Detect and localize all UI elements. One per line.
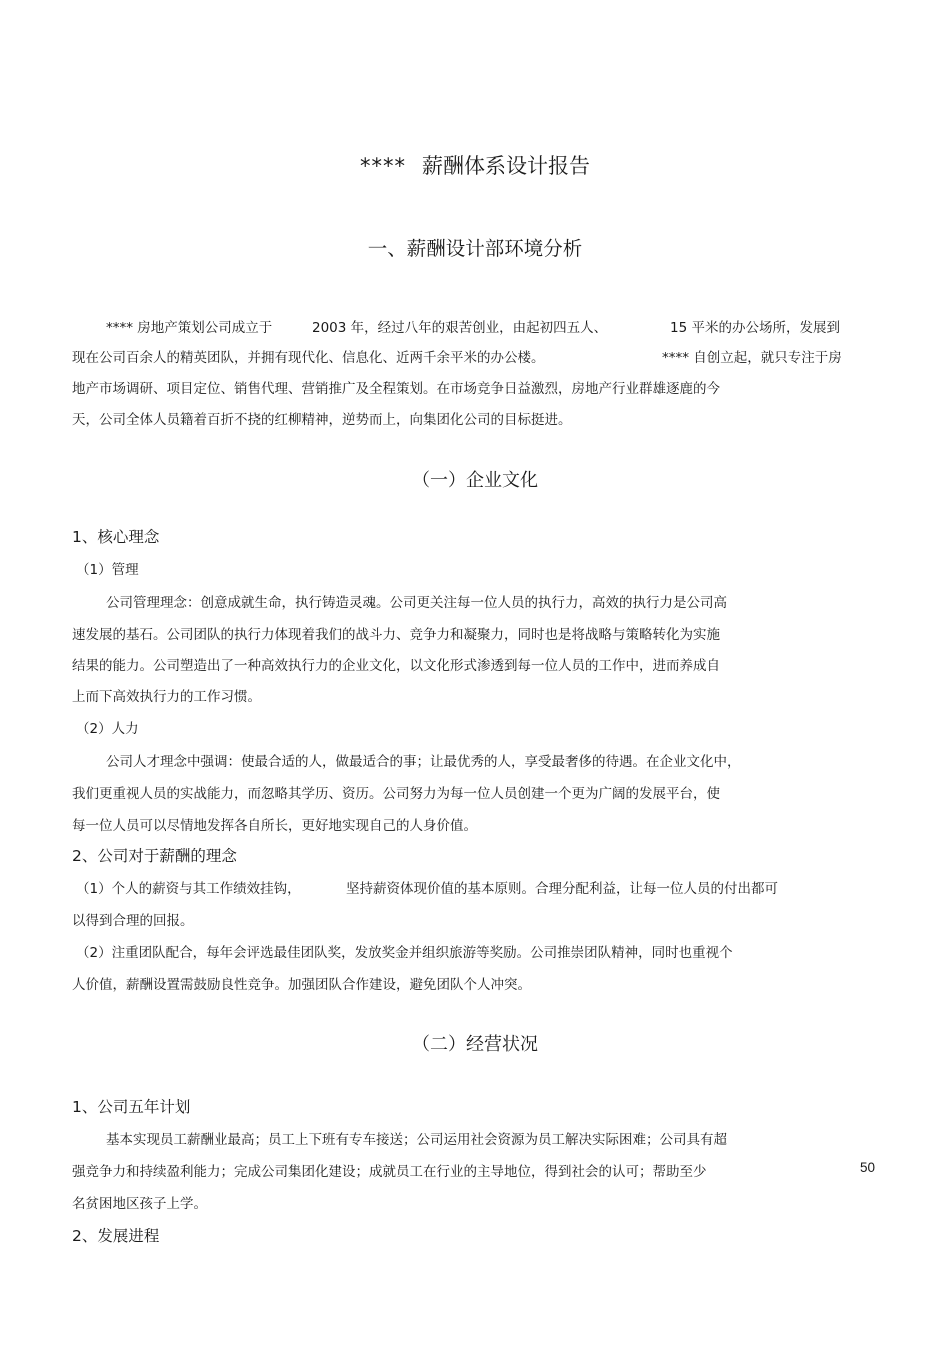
pay-line-3: （2）注重团队配合，每年会评选最佳团队奖，发放奖金并组织旅游等奖励。公司推崇团队精神，同时也重视个 — [76, 945, 733, 961]
document-title — [0, 150, 950, 180]
hr-line-1: 公司人才理念中强调：使最合适的人，做最适合的事；让最优秀的人，享受最奢侈的待遇。在企业文化中， — [106, 754, 741, 770]
plan-line-2-number: 50 — [860, 1160, 876, 1175]
heading-five-year-plan: 1、公司五年计划 — [72, 1098, 191, 1116]
intro-line-1a: **** 房地产策划公司成立于 — [106, 320, 273, 336]
intro-line-2b: **** 自创立起，就只专注于房 — [662, 350, 842, 366]
plan-line-3: 名贫困地区孩子上学。 — [72, 1196, 207, 1212]
mgmt-line-1: 公司管理理念：创意成就生命，执行铸造灵魂。公司更关注每一位人员的执行力，高效的执行力是公司高 — [106, 595, 727, 611]
intro-line-2a: 现在公司百余人的精英团队，并拥有现代化、信息化、近两千余平米的办公楼。 — [72, 350, 545, 366]
hr-line-3: 每一位人员可以尽情地发挥各自所长，更好地实现自己的人身价值。 — [72, 818, 477, 834]
title-stars: **** — [360, 154, 406, 178]
section-heading-1: 一、薪酬设计部环境分析 — [367, 237, 583, 260]
plan-line-1: 基本实现员工薪酬业最高；员工上下班有专车接送；公司运用社会资源为员工解决实际困难；公司具有超 — [106, 1132, 727, 1148]
hr-line-2: 我们更重视人员的实战能力，而忽略其学历、资历。公司努力为每一位人员创建一个更为广阔的发展平台，使 — [72, 786, 720, 802]
plan-line-2: 强竞争力和持续盈利能力；完成公司集团化建设；成就员工在行业的主导地位，得到社会的认可；帮助至少 — [72, 1164, 707, 1180]
pay-line-4: 人价值，薪酬设置需鼓励良性竞争。加强团队合作建设，避免团队个人冲突。 — [72, 977, 531, 993]
pay-line-1a: （1）个人的薪资与其工作绩效挂钩， — [76, 881, 301, 897]
intro-line-4: 天，公司全体人员籍着百折不挠的红柳精神，逆势而上，向集团化公司的目标挺进。 — [72, 412, 572, 428]
intro-line-3: 地产市场调研、项目定位、销售代理、营销推广及全程策划。在市场竞争日益激烈，房地产行业群雄逐鹿的今 — [72, 381, 720, 397]
mgmt-line-4: 上而下高效执行力的工作习惯。 — [72, 689, 261, 705]
heading-human-resources: （2）人力 — [76, 721, 139, 737]
heading-development: 2、发展进程 — [72, 1227, 160, 1245]
pay-line-1b: 坚持薪资体现价值的基本原则。合理分配利益，让每一位人员的付出都可 — [346, 881, 778, 897]
subsection-culture: （一）企业文化 — [412, 470, 538, 491]
intro-line-1b: 2003 年，经过八年的艰苦创业，由起初四五人、 — [312, 320, 608, 336]
mgmt-line-2: 速发展的基石。公司团队的执行力体现着我们的战斗力、竞争力和凝聚力，同时也是将战略与策略转化为实施 — [72, 627, 720, 643]
title-text: 薪酬体系设计报告 — [422, 154, 590, 178]
mgmt-line-3: 结果的能力。公司塑造出了一种高效执行力的企业文化，以文化形式渗透到每一位人员的工作中，进而养成自 — [72, 658, 720, 674]
intro-line-1c: 15 平米的办公场所，发展到 — [670, 320, 840, 336]
heading-core-concept: 1、核心理念 — [72, 528, 160, 546]
heading-pay-concept: 2、公司对于薪酬的理念 — [72, 847, 237, 865]
pay-line-2: 以得到合理的回报。 — [72, 913, 194, 929]
heading-management: （1）管理 — [76, 562, 139, 578]
subsection-operations: （二）经营状况 — [412, 1034, 538, 1055]
